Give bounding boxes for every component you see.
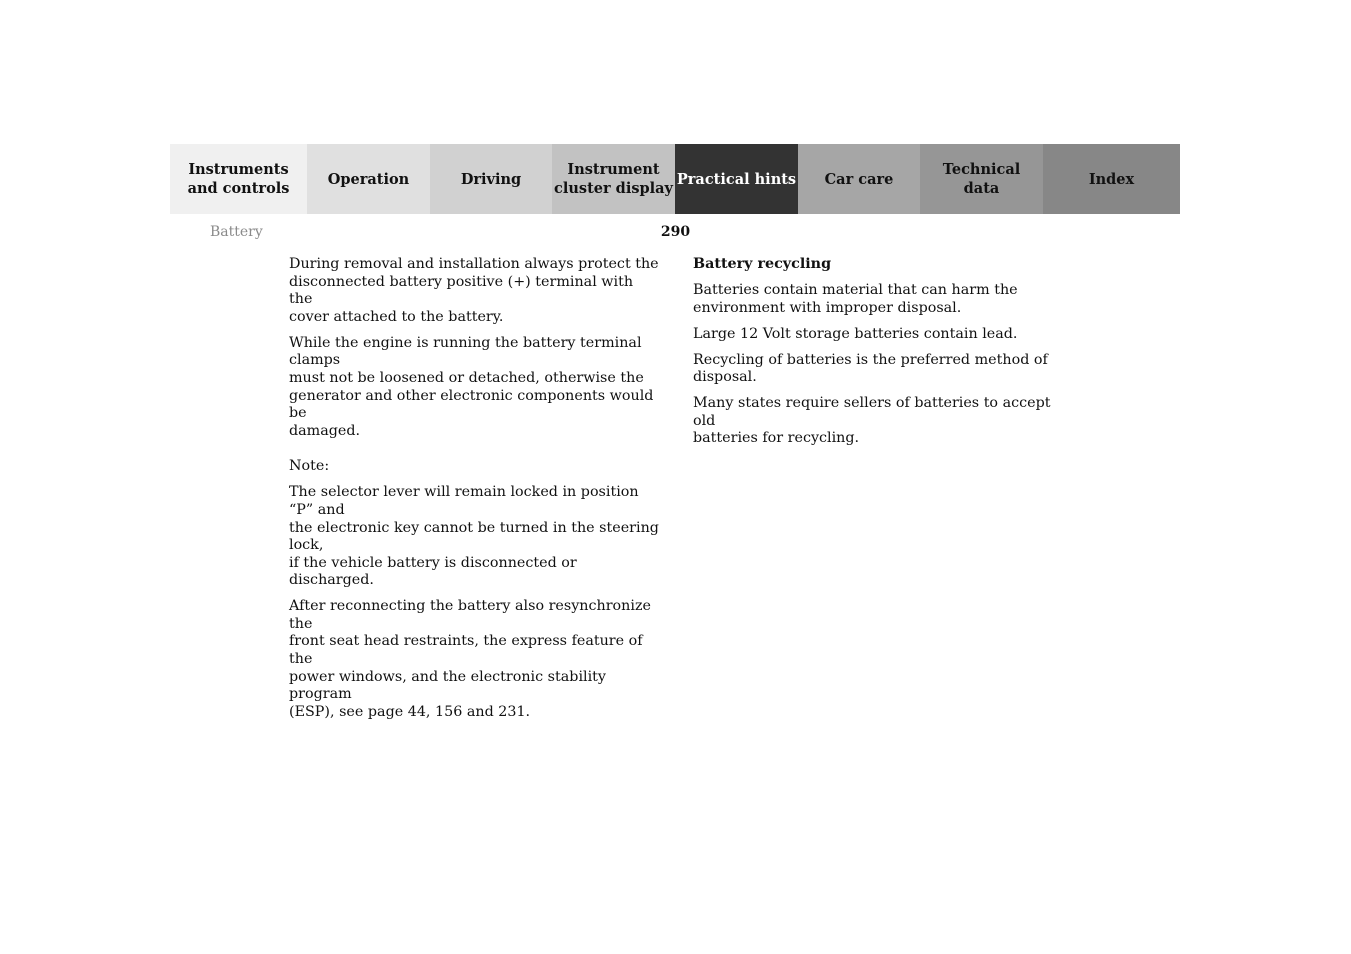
tab-practical-hints[interactable] (675, 144, 798, 214)
tab-label: Practical hints (676, 170, 797, 188)
tab-label: Technical data (942, 161, 1021, 197)
tab-instrument-cluster-display[interactable] (552, 144, 675, 214)
left-column (289, 256, 661, 730)
tab-label: Instrument cluster display (554, 161, 673, 197)
tab-label: Instruments and controls (187, 161, 290, 197)
tab-label: Index (1088, 170, 1135, 188)
page-number: 290 (660, 224, 691, 240)
chapter-tab-bar (170, 144, 1180, 214)
right-column (693, 256, 1053, 456)
paragraph: During removal and installation always protect the disconnected battery positive (+) terminal with the cover attached to the battery. (289, 256, 659, 325)
tab-index[interactable] (1043, 144, 1180, 214)
paragraph: Batteries contain material that can harm the environment with improper disposal. (693, 281, 1018, 316)
tab-technical-data[interactable] (920, 144, 1043, 214)
section-heading: Battery recycling (693, 256, 832, 272)
tab-driving[interactable] (430, 144, 552, 214)
paragraph: While the engine is running the battery terminal clamps must not be loosened or detached, otherwise the generator and other electronic components would be damaged. (289, 334, 654, 439)
paragraph: The selector lever will remain locked in position “P” and the electronic key cannot be turned in the steering lock, if the vehicle battery is disconnected or discharged. (289, 484, 659, 589)
tab-label: Driving (460, 170, 522, 188)
note-label: Note: (289, 458, 330, 475)
tab-instruments-and-controls[interactable] (170, 144, 307, 214)
paragraph: Large 12 Volt storage batteries contain lead. (693, 325, 1018, 342)
section-title: Battery (210, 224, 263, 240)
tab-label: Operation (327, 170, 410, 188)
paragraph: After reconnecting the battery also resynchronize the front seat head restraints, the express feature of the power windows, and the electronic stability program (ESP), see page 44, 156 and 231. (289, 598, 651, 720)
paragraph: Recycling of batteries is the preferred method of disposal. (693, 351, 1048, 386)
paragraph: Many states require sellers of batteries to accept old batteries for recycling. (693, 395, 1051, 447)
tab-operation[interactable] (307, 144, 430, 214)
tab-label: Car care (824, 170, 894, 188)
page-header (0, 223, 1351, 243)
tab-car-care[interactable] (798, 144, 920, 214)
